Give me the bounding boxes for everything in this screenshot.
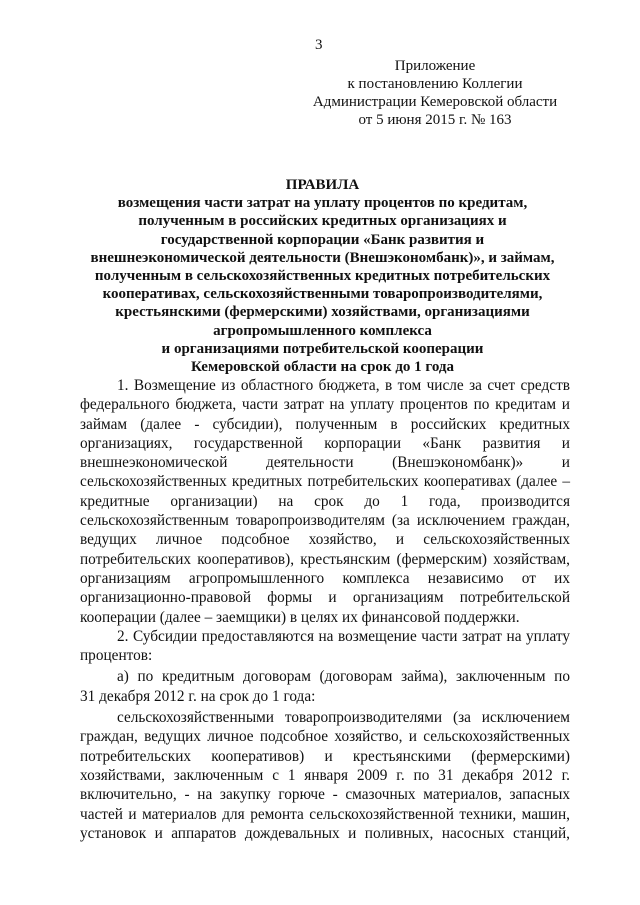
appendix-line: к постановлению Коллегии [347,76,523,92]
title-line: Кемеровской области на срок до 1 года [190,359,454,376]
title-line: кооперативах, сельскохозяйственными товаропроизводителями, [102,286,543,303]
document-title [60,176,585,376]
text-line: кооперации (далее – заемщики) в целях их финансовой поддержки. [80,608,520,626]
text-line: займам (далее - субсидии), полученным в российских кредитных [80,415,570,433]
title-line: государственной корпорации «Банк развития и [160,231,485,248]
text-line: сельскохозяйственных кредитных потребительских кооперативах (далее – [80,473,570,491]
text-line: хозяйствами, заключенным с 1 января 2009 г. по 31 декабря 2012 г. [80,766,570,784]
title-line: и организациями потребительской кооперации [161,340,484,357]
text-line: 2. Субсидии предоставляются на возмещение части затрат на уплату [117,627,570,645]
text-line: 31 декабря 2012 г. на срок до 1 года: [80,687,316,705]
appendix-line: Приложение [394,58,476,74]
text-line: ведущих личное подсобное хозяйство, и сельскохозяйственных [80,531,570,549]
appendix-line: Администрации Кемеровской области [312,94,558,110]
text-line: частей и материалов для ремонта сельскохозяйственной техники, машин, [80,805,570,823]
text-line: сельскохозяйственным товаропроизводителям (за исключением граждан, [80,512,570,530]
text-line: кредитные организации) на срок до 1 года, производится [80,492,570,510]
text-line: федерального бюджета, части затрат на уплату процентов по кредитам и [80,396,570,414]
paragraph-1 [80,376,570,627]
title-line: полученным в сельскохозяйственных кредитных потребительских [94,268,551,285]
text-line: установок и аппаратов дождевальных и поливных, насосных станций, [80,824,570,842]
text-line: потребительских кооперативов), крестьянским (фермерским) хозяйствам, [80,550,570,568]
text-line: потребительских кооперативов) и крестьянскими (фермерскими) [80,747,570,765]
paragraph-4 [80,708,570,843]
text-line: организациям агропромышленного комплекса независимо от их [80,569,570,587]
appendix-header [300,57,570,129]
text-line: процентов: [80,647,153,665]
text-line: сельскохозяйственными товаропроизводителями (за исключением [117,709,570,727]
title-line: крестьянскими (фермерскими) хозяйствами, организациями [115,304,530,321]
title-heading: ПРАВИЛА [285,177,360,193]
title-line: полученным в российских кредитных организациях и [138,213,507,230]
title-line: агропромышленного комплекса [213,322,432,339]
text-line: внешнеэкономической деятельности (Внешэкономбанк)» и [80,454,570,472]
title-line: внешнеэкономической деятельности (Внешэкономбанк)», и займам, [90,249,555,266]
paragraph-2 [80,627,570,666]
appendix-line: от 5 июня 2015 г. № 163 [358,112,512,128]
document-body [80,376,570,843]
text-line: организациях, государственной корпорации «Банк развития и [80,434,570,452]
paragraph-3 [80,667,570,706]
text-line: включительно, - на закупку горюче - смазочных материалов, запасных [80,786,570,804]
text-line: организационно-правовой формы и организациям потребительской [80,589,570,607]
title-line: возмещения части затрат на уплату процентов по кредитам, [117,195,528,212]
text-line: а) по кредитным договорам (договорам займа), заключенным по [117,668,570,686]
page-number: 3 [315,37,323,53]
text-line: 1. Возмещение из областного бюджета, в том числе за счет средств [117,377,570,394]
text-line: граждан, ведущих личное подсобное хозяйство, и сельскохозяйственных [80,728,570,746]
